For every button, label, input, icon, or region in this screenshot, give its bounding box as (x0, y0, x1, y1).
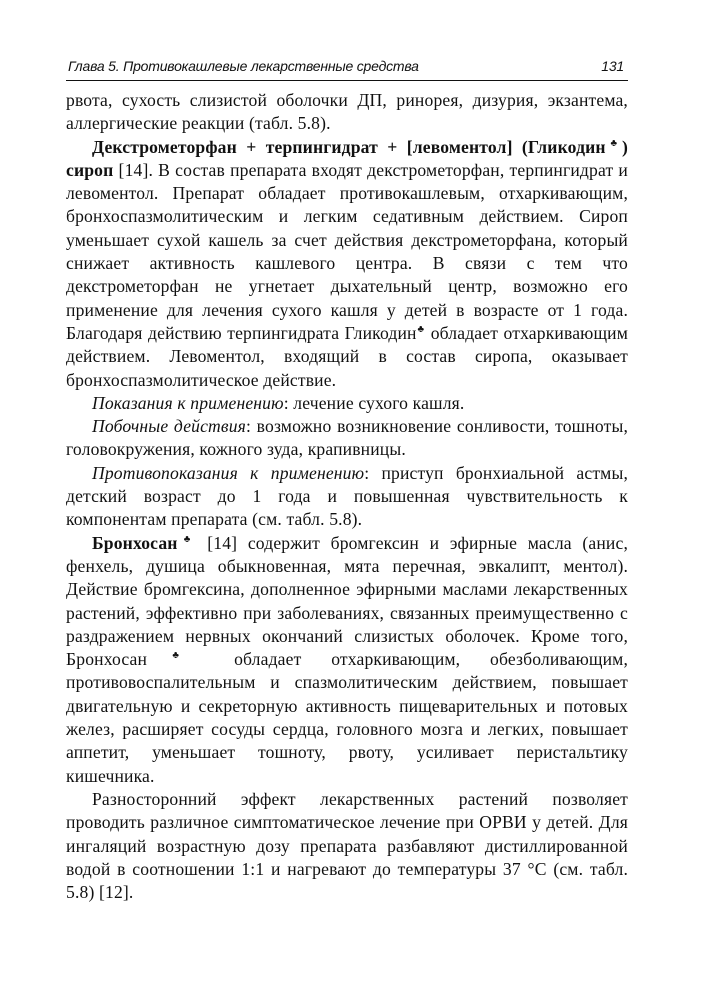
chapter-title: Глава 5. Противокашлевые лекарственные средства (68, 58, 419, 74)
trademark-mark: ♣ (605, 137, 622, 149)
trademark-mark: ♣ (147, 650, 205, 662)
paragraph-contraindications (66, 462, 628, 532)
bronchosan-title: Бронхосан (92, 532, 178, 553)
trademark-mark: ♣ (416, 324, 426, 336)
running-header (66, 58, 628, 81)
glycodin-text-part-1: [14]. В состав препарата входят декстрометорфан, терпингидрат и левоментол. Препарат обладает противокашлевым, отхаркивающим, бронхоспазмолитическим и легким седативным действием. Сироп уменьшает сухой кашель за счет действия декстрометорфана, который снижает активность кашлевого центра. В связи с тем что декстрометорфан не угнетает дыхательный центр, возможно его применение для лечения сухого кашля у детей в возрасте от 1 года. Благодаря действию терпингидрата Гликодин (66, 159, 628, 343)
page-number: 131 (601, 58, 624, 74)
glycodin-text-part-2: обладает отхаркивающим действием. Левоментол, входящий в состав сиропа, оказывает бронхоспазмолитическое действие. (66, 322, 629, 390)
paragraph-bronchosan (66, 532, 628, 788)
paragraph-glycodin (66, 136, 628, 392)
bronchosan-text-part-1: [14] содержит бромгексин и эфирные масла (анис, фенхель, душица обыкновенная, мята перечная, эвкалипт, ментол). Действие бромгексина, дополненное эфирными маслами лекарственных растений, эффективно при заболеваниях, связанных преимущественно с раздражением нервных окончаний слизистых оболочек. Кроме того, Бронхосан (66, 532, 628, 670)
indications-text: : лечение сухого кашля. (283, 392, 465, 413)
indications-label: Показания к применению (92, 392, 284, 413)
paragraph-continuation: рвота, сухость слизистой оболочки ДП, ринорея, дизурия, экзантема, аллергические реакции (табл. 5.8). (66, 90, 628, 134)
book-page (66, 58, 628, 904)
paragraph-conclusion: Разносторонний эффект лекарственных растений позволяет проводить различное симптоматическое лечение при ОРВИ у детей. Для ингаляций возрастную дозу препарата разбавляют дистиллированной водой в соотношении 1:1 и нагревают до температуры 37 °С (см. табл. 5.8) [12]. (66, 788, 628, 903)
bronchosan-text-part-2: обладает отхаркивающим, обезболивающим, противовоспалительным и спазмолитическим действием, повышает двигательную и секреторную активность пищеварительных и потовых желез, расширяет сосуды сердца, головного мозга и легких, повышает аппетит, уменьшает тошноту, рвоту, усиливает перистальтику кишечника. (66, 649, 628, 786)
body-text (66, 89, 628, 904)
side-effects-label: Побочные действия (92, 416, 246, 437)
drug-title-part-1: Декстрометорфан + терпингидрат + [левоментол] (Гликодин (92, 136, 606, 157)
paragraph-indications (66, 392, 628, 415)
contraindications-label: Противопоказания к применению (92, 462, 365, 483)
side-effects-text: : возможно возникновение сонливости, тошноты, головокружения, кожного зуда, крапивницы. (66, 416, 629, 460)
contraindications-text: : приступ бронхиальной астмы, детский возраст до 1 года и повышенная чувствительность к компонентам препарата (см. табл. 5.8). (66, 462, 628, 530)
drug-title-part-2: ) сироп (66, 136, 629, 180)
paragraph-side-effects (66, 415, 628, 462)
trademark-mark: ♣ (177, 533, 197, 545)
